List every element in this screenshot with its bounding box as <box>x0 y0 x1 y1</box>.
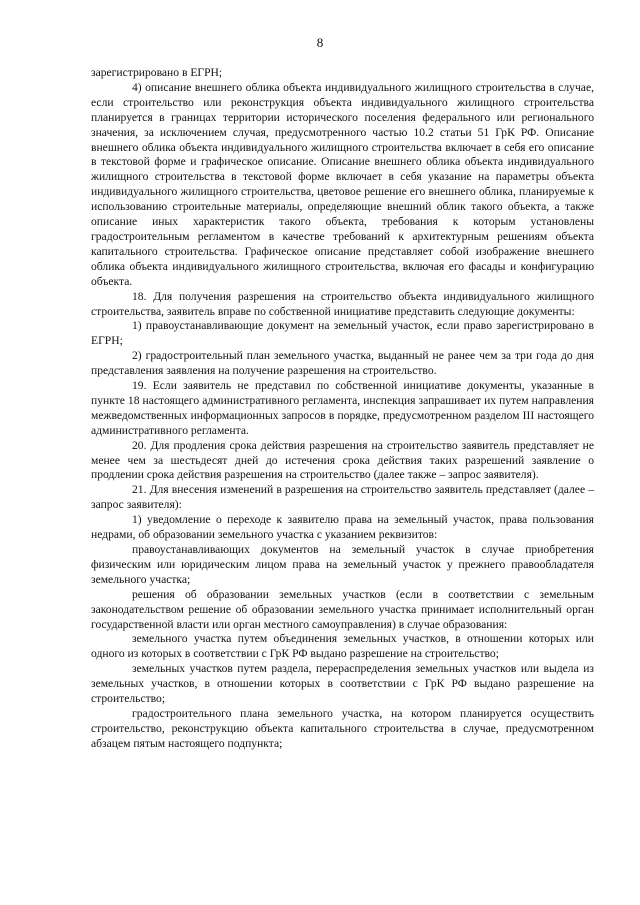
paragraph: градостроительного плана земельного участка, на котором планируется осуществить строительство, реконструкцию объекта капитального строительства в случае, предусмотренном абзацем пятым настоящего подпункта; <box>91 706 594 750</box>
paragraph: решения об образовании земельных участков (если в соответствии с земельным законодательством решение об образовании земельного участка принимает исполнительный орган государственной власти или орган местного самоуправления) в случае образования: <box>91 587 594 631</box>
paragraph: 18. Для получения разрешения на строительство объекта индивидуального жилищного строительства, заявитель вправе по собственной инициативе представить следующие документы: <box>91 289 594 318</box>
page-number: 8 <box>316 35 324 50</box>
paragraph: зарегистрировано в ЕГРН; <box>91 66 223 79</box>
paragraph: 2) градостроительный план земельного участка, выданный не ранее чем за три года до дня представления заявления на получение разрешения на строительство. <box>91 349 594 378</box>
paragraph: земельного участка путем объединения земельных участков, в отношении которых или одного из которых в соответствии с ГрК РФ выдано разрешение на строительство; <box>91 632 594 661</box>
paragraph: 21. Для внесения изменений в разрешения на строительство заявитель представляет (далее – запрос заявителя): <box>91 483 594 512</box>
paragraph: правоустанавливающих документов на земельный участок в случае приобретения физическим или юридическим лицом права на земельный участок у прежнего правообладателя земельного участка; <box>91 543 594 586</box>
paragraph: 1) правоустанавливающие документ на земельный участок, если право зарегистрировано в ЕГРН; <box>91 319 594 348</box>
document-body <box>91 66 594 752</box>
paragraph: 19. Если заявитель не представил по собственной инициативе документы, указанные в пункте 18 настоящего административного регламента, инспекция запрашивает их путем направления межведомственных информационных запросов в порядке, предусмотренном разделом III настоящего административного регламента. <box>91 379 594 437</box>
paragraph: 4) описание внешнего облика объекта индивидуального жилищного строительства в случае, если строительство или реконструкция объекта индивидуального жилищного строительства планируется в границах территории исторического поселения федерального или регионального значения, за исключением случая, предусмотренного частью 10.2 статьи 51 ГрК РФ. Описание внешнего облика объекта индивидуального жилищного строительства включает в себя его описание в текстовой форме и графическое описание. Описание внешнего облика объекта индивидуального жилищного строительства в текстовой форме включает в себя указание на параметры объекта индивидуального жилищного строительства, цветовое решение его внешнего облика, планируемые к использованию строительные материалы, определяющие внешний облик такого объекта, а также описание иных характеристик такого объекта, требования к которым установлены градостроительным регламентом в качестве требований к архитектурным решениям объекта капитального строительства. Графическое описание представляет собой изображение внешнего облика объекта индивидуального жилищного строительства, включая его фасады и конфигурацию объекта. <box>91 80 594 288</box>
paragraph: земельных участков путем раздела, перераспределения земельных участков или выдела из земельных участков, в отношении которых в соответствии с ГрК РФ выдано разрешение на строительство; <box>91 662 594 706</box>
paragraph: 20. Для продления срока действия разрешения на строительство заявитель представляет не менее чем за шестьдесят дней до истечения срока действия таких разрешений заявление о продлении срока действия разрешения на строительство (далее также – запрос заявителя). <box>91 438 594 482</box>
paragraph: 1) уведомление о переходе к заявителю права на земельный участок, права пользования недрами, об образовании земельного участка с указанием реквизитов: <box>91 513 594 542</box>
